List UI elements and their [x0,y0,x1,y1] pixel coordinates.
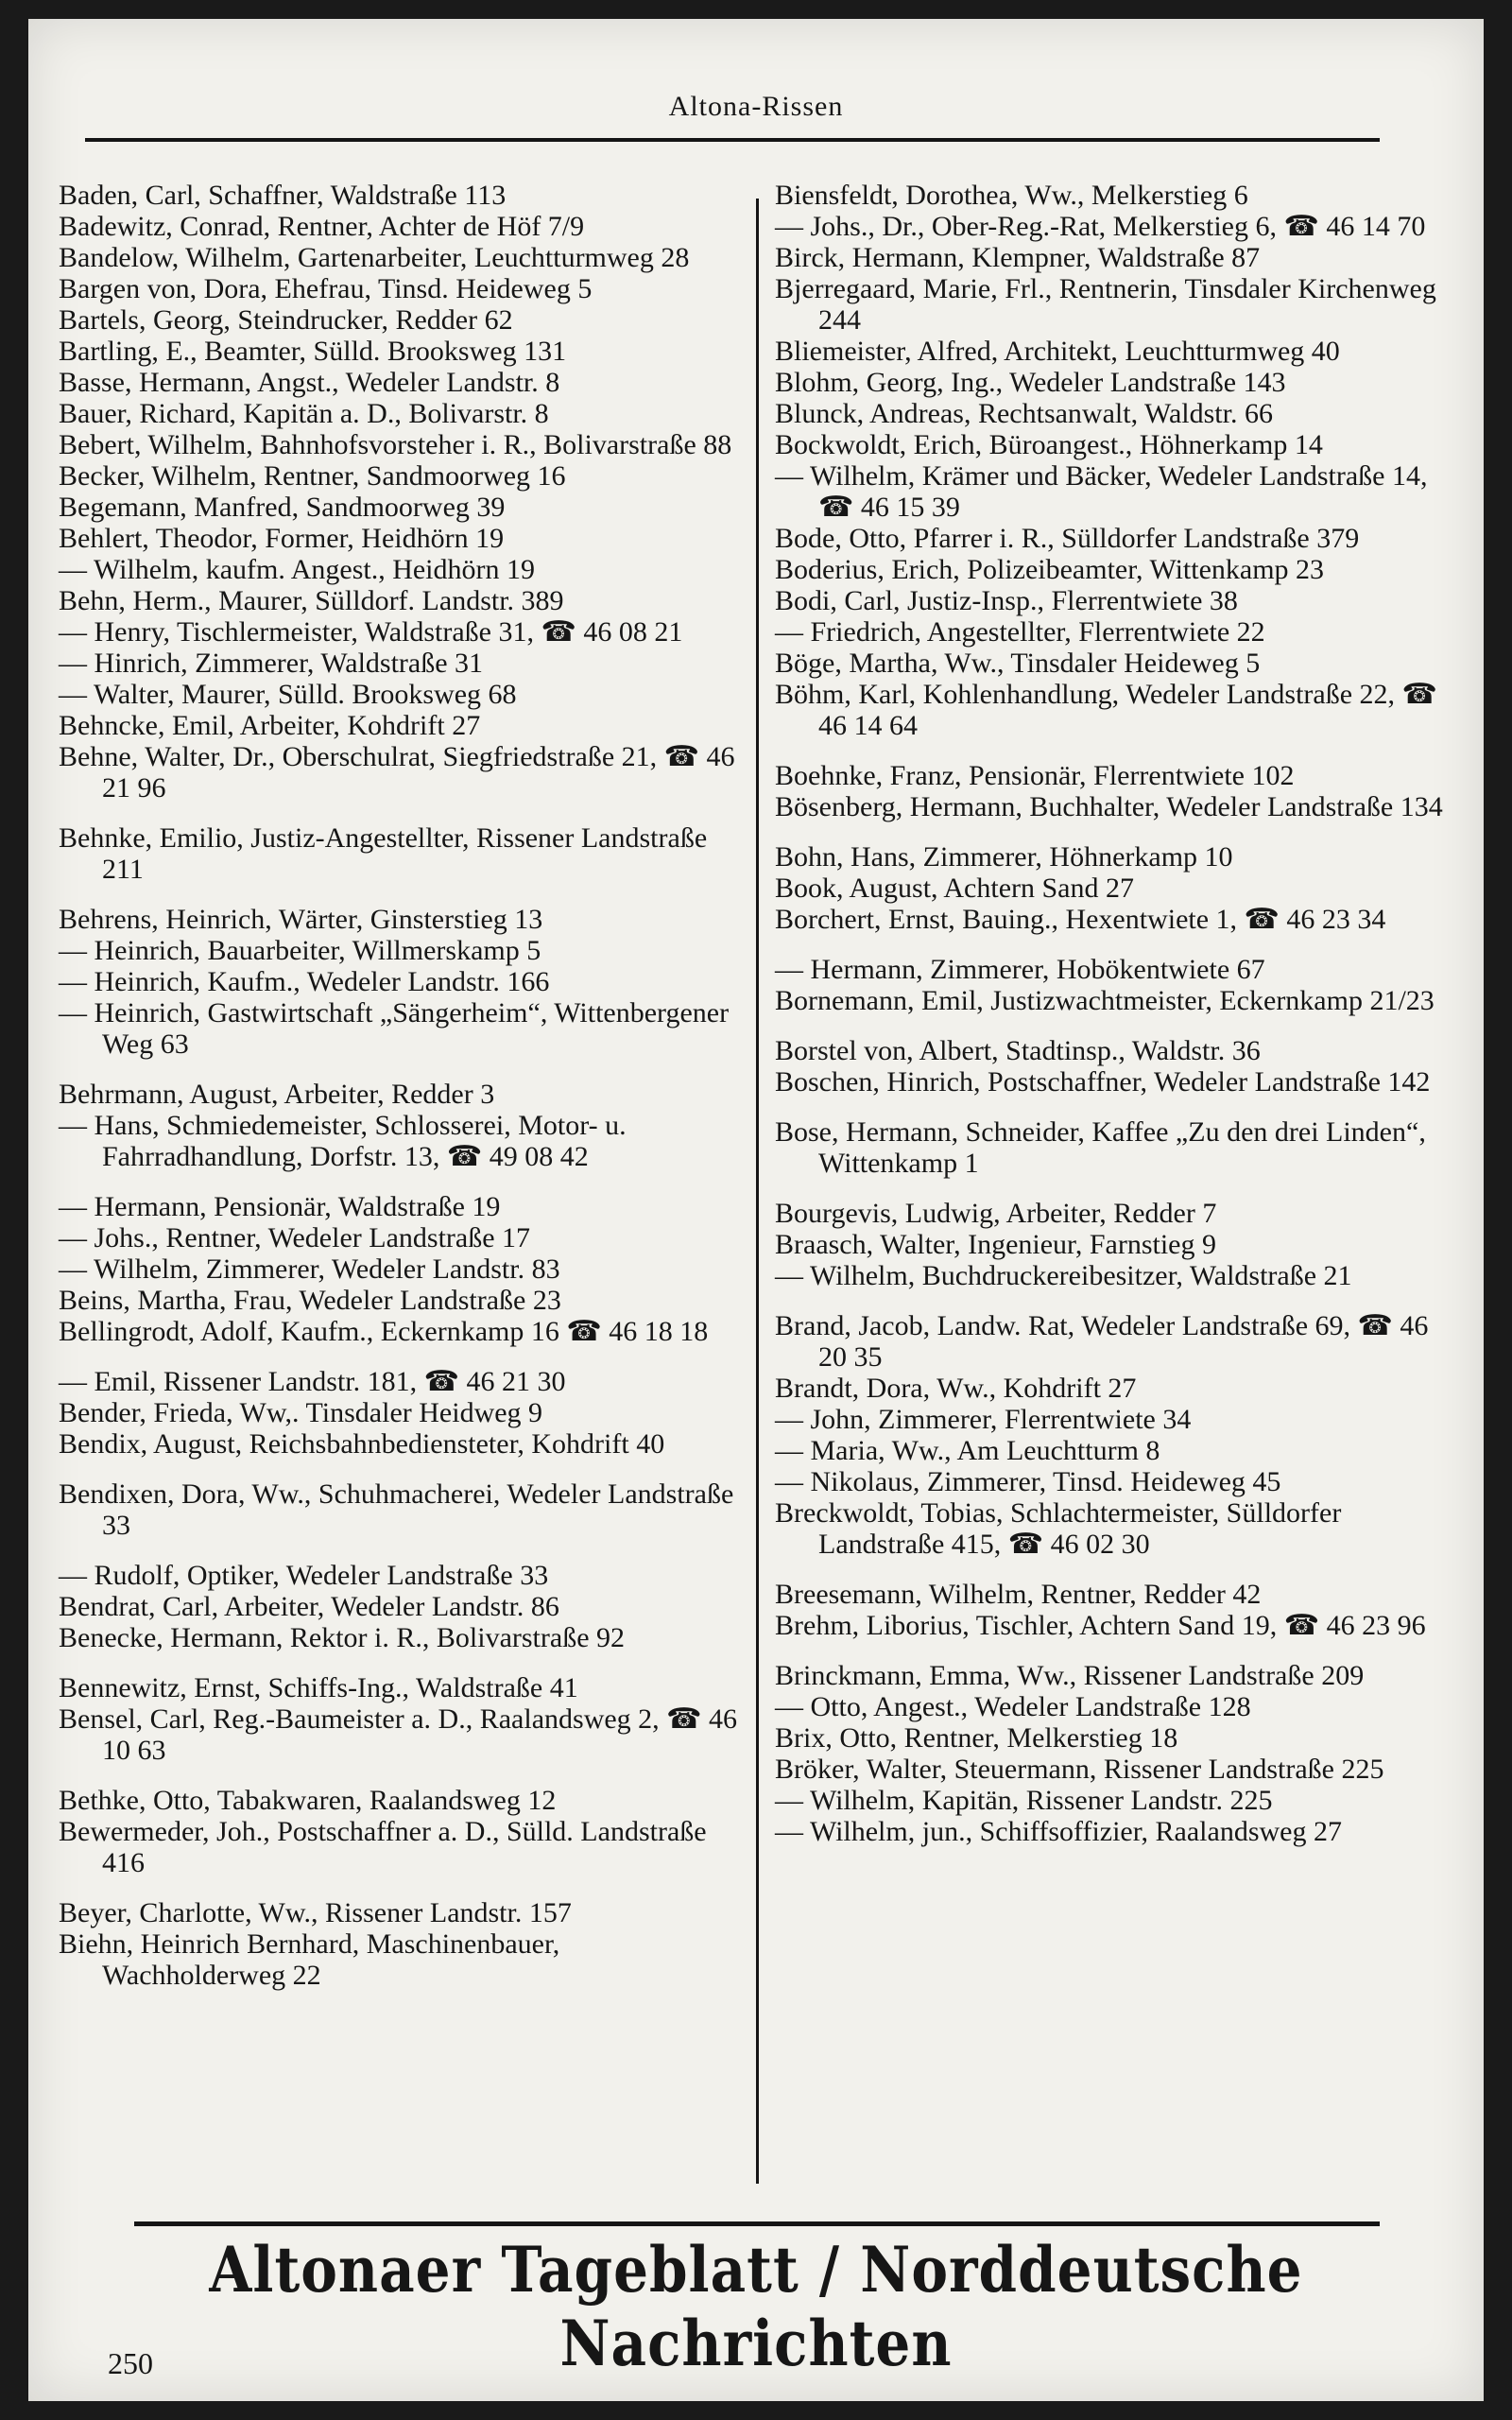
directory-entry: Biehn, Heinrich Bernhard, Maschinenbauer, Wachholderweg 22 [59,1928,560,1991]
directory-entry: — Wilhelm, Kapitän, Rissener Landstr. 225 [775,1785,1273,1816]
directory-entry: Breckwoldt, Tobias, Schlachtermeister, Sülldorfer Landstraße 415, ☎ 46 02 30 [775,1497,1342,1560]
directory-entry: Bauer, Richard, Kapitän a. D., Bolivarstr. 8 [59,398,549,429]
directory-entry: — Walter, Maurer, Sülld. Brooksweg 68 [59,679,517,710]
page-header: Altona-Rissen [668,91,844,122]
directory-entry: Bebert, Wilhelm, Bahnhofsvorsteher i. R., Bolivarstraße 88 [59,429,732,460]
directory-entry: — Friedrich, Angestellter, Flerrentwiete 22 [775,616,1265,648]
page-number: 250 [108,2346,153,2380]
newspaper-banner: Altonaer Tageblatt / Norddeutsche Nachrichten [209,2232,1303,2381]
directory-entry: Brinckmann, Emma, Ww., Rissener Landstraße 209 [775,1660,1365,1691]
directory-entry: Behrmann, August, Arbeiter, Redder 3 [59,1079,495,1110]
directory-entry: — Wilhelm, Buchdruckereibesitzer, Waldstraße 21 [775,1260,1352,1291]
footer-rule [134,2221,1380,2226]
directory-entry: Blunck, Andreas, Rechtsanwalt, Waldstr. 66 [775,398,1273,429]
directory-entry: Bewermeder, Joh., Postschaffner a. D., Sülld. Landstraße 416 [59,1816,707,1878]
directory-entry: Brand, Jacob, Landw. Rat, Wedeler Landstraße 69, ☎ 46 20 35 [775,1310,1429,1373]
directory-entry: Bourgevis, Ludwig, Arbeiter, Redder 7 [775,1198,1217,1229]
directory-entry: Bendixen, Dora, Ww., Schuhmacherei, Wedeler Landstraße 33 [59,1478,734,1541]
left-column [59,180,739,1991]
directory-entry: Boehnke, Franz, Pensionär, Flerrentwiete 102 [775,760,1295,791]
directory-entry: — Heinrich, Kaufm., Wedeler Landstr. 166 [59,966,550,997]
directory-entry: Bodi, Carl, Justiz-Insp., Flerrentwiete 38 [775,585,1238,616]
directory-entry: Bockwoldt, Erich, Büroangest., Höhnerkamp 14 [775,429,1323,460]
directory-entry: Bliemeister, Alfred, Architekt, Leuchtturmweg 40 [775,336,1340,367]
directory-entry: — Wilhelm, Zimmerer, Wedeler Landstr. 83 [59,1253,560,1285]
directory-entry: — Hermann, Pensionär, Waldstraße 19 [59,1191,501,1222]
directory-entry: Behnke, Emilio, Justiz-Angestellter, Rissener Landstraße 211 [59,822,708,885]
directory-entry: Begemann, Manfred, Sandmoorweg 39 [59,492,506,523]
directory-entry: Bohn, Hans, Zimmerer, Höhnerkamp 10 [775,841,1233,873]
directory-entry: — Heinrich, Gastwirtschaft „Sängerheim“, Wittenbergener Weg 63 [59,997,730,1060]
directory-entry: — Johs., Rentner, Wedeler Landstraße 17 [59,1222,531,1253]
directory-entry: — Henry, Tischlermeister, Waldstraße 31, ☎ 46 08 21 [59,616,683,648]
directory-entry: Blohm, Georg, Ing., Wedeler Landstraße 143 [775,367,1286,398]
directory-entry: — Emil, Rissener Landstr. 181, ☎ 46 21 30 [59,1366,566,1397]
directory-entry: Bose, Hermann, Schneider, Kaffee „Zu den drei Linden“, Wittenkamp 1 [775,1116,1426,1179]
directory-entry: — Nikolaus, Zimmerer, Tinsd. Heideweg 45 [775,1466,1281,1497]
directory-entry: Bennewitz, Ernst, Schiffs-Ing., Waldstraße 41 [59,1672,578,1703]
directory-entry: Book, August, Achtern Sand 27 [775,873,1134,904]
directory-entry: Behncke, Emil, Arbeiter, Kohdrift 27 [59,710,481,741]
directory-entry: — Maria, Ww., Am Leuchtturm 8 [775,1435,1160,1466]
directory-entry: — Otto, Angest., Wedeler Landstraße 128 [775,1691,1251,1722]
directory-entry: Behlert, Theodor, Former, Heidhörn 19 [59,523,505,554]
directory-entry: Borchert, Ernst, Bauing., Hexentwiete 1, ☎ 46 23 34 [775,904,1386,935]
directory-entry: — Heinrich, Bauarbeiter, Willmerskamp 5 [59,935,541,966]
directory-entry: Birck, Hermann, Klempner, Waldstraße 87 [775,242,1261,273]
directory-entry: — Hermann, Zimmerer, Hobökentwiete 67 [775,954,1265,985]
directory-entry: Beins, Martha, Frau, Wedeler Landstraße 23 [59,1285,561,1316]
directory-entry: — Johs., Dr., Ober-Reg.-Rat, Melkerstieg 6, ☎ 46 14 70 [775,211,1426,242]
directory-entry: Bethke, Otto, Tabakwaren, Raalandsweg 12 [59,1785,557,1816]
directory-entry: — Wilhelm, jun., Schiffsoffizier, Raalandsweg 27 [775,1816,1342,1847]
directory-entry: Bender, Frieda, Ww,. Tinsdaler Heidweg 9 [59,1397,543,1428]
directory-entry: Behne, Walter, Dr., Oberschulrat, Siegfriedstraße 21, ☎ 46 21 96 [59,741,735,804]
directory-entry: Bode, Otto, Pfarrer i. R., Sülldorfer Landstraße 379 [775,523,1360,554]
directory-entry: Badewitz, Conrad, Rentner, Achter de Höf 7/9 [59,211,585,242]
directory-entry: Böhm, Karl, Kohlenhandlung, Wedeler Landstraße 22, ☎ 46 14 64 [775,679,1437,741]
directory-entry: Bartels, Georg, Steindrucker, Redder 62 [59,304,513,336]
directory-entry: — Rudolf, Optiker, Wedeler Landstraße 33 [59,1560,549,1591]
directory-entry: Braasch, Walter, Ingenieur, Farnstieg 9 [775,1229,1216,1260]
directory-entry: Bendix, August, Reichsbahnbediensteter, Kohdrift 40 [59,1428,665,1460]
directory-entry: Boschen, Hinrich, Postschaffner, Wedeler Landstraße 142 [775,1066,1431,1098]
directory-entry: Behrens, Heinrich, Wärter, Ginsterstieg 13 [59,904,543,935]
directory-entry: Bösenberg, Hermann, Buchhalter, Wedeler Landstraße 134 [775,791,1443,822]
directory-entry: Becker, Wilhelm, Rentner, Sandmoorweg 16 [59,460,566,492]
directory-entry: Benecke, Hermann, Rektor i. R., Bolivarstraße 92 [59,1622,626,1653]
directory-entry: — Hans, Schmiedemeister, Schlosserei, Motor- u. Fahrradhandlung, Dorfstr. 13, ☎ 49 08 42 [59,1110,627,1172]
directory-entry: — Wilhelm, kaufm. Angest., Heidhörn 19 [59,554,536,585]
directory-entry: Bartling, E., Beamter, Sülld. Brooksweg 131 [59,336,567,367]
column-divider [756,199,759,2184]
directory-entry: — Wilhelm, Krämer und Bäcker, Wedeler Landstraße 14, ☎ 46 15 39 [775,460,1428,523]
header-rule [85,138,1380,142]
directory-entry: Bröker, Walter, Steuermann, Rissener Landstraße 225 [775,1754,1384,1785]
directory-entry: Böge, Martha, Ww., Tinsdaler Heideweg 5 [775,648,1261,679]
directory-entry: Borstel von, Albert, Stadtinsp., Waldstr. 36 [775,1035,1261,1066]
directory-entry: Basse, Hermann, Angst., Wedeler Landstr. 8 [59,367,560,398]
directory-entry: — John, Zimmerer, Flerrentwiete 34 [775,1404,1192,1435]
directory-entry: Brandt, Dora, Ww., Kohdrift 27 [775,1373,1137,1404]
directory-entry: Brix, Otto, Rentner, Melkerstieg 18 [775,1722,1178,1754]
directory-entry: Brehm, Liborius, Tischler, Achtern Sand 19, ☎ 46 23 96 [775,1610,1426,1641]
directory-entry: Bensel, Carl, Reg.-Baumeister a. D., Raalandsweg 2, ☎ 46 10 63 [59,1703,738,1766]
directory-entry: Bandelow, Wilhelm, Gartenarbeiter, Leuchtturmweg 28 [59,242,690,273]
directory-entry: Bornemann, Emil, Justizwachtmeister, Eckernkamp 21/23 [775,985,1435,1016]
directory-entry: Bargen von, Dora, Ehefrau, Tinsd. Heideweg 5 [59,273,593,304]
directory-page [28,19,1484,2401]
directory-entry: Behn, Herm., Maurer, Sülldorf. Landstr. 389 [59,585,564,616]
directory-entry: Baden, Carl, Schaffner, Waldstraße 113 [59,180,507,211]
directory-entry: Biensfeldt, Dorothea, Ww., Melkerstieg 6 [775,180,1248,211]
directory-entry: Bendrat, Carl, Arbeiter, Wedeler Landstr. 86 [59,1591,559,1622]
directory-entry: Bjerregaard, Marie, Frl., Rentnerin, Tinsdaler Kirchenweg 244 [775,273,1436,336]
right-column [775,180,1455,1847]
directory-entry: Breesemann, Wilhelm, Rentner, Redder 42 [775,1579,1262,1610]
directory-entry: Boderius, Erich, Polizeibeamter, Wittenkamp 23 [775,554,1325,585]
directory-entry: Bellingrodt, Adolf, Kaufm., Eckernkamp 16 ☎ 46 18 18 [59,1316,709,1347]
directory-entry: — Hinrich, Zimmerer, Waldstraße 31 [59,648,484,679]
directory-entry: Beyer, Charlotte, Ww., Rissener Landstr. 157 [59,1897,572,1928]
